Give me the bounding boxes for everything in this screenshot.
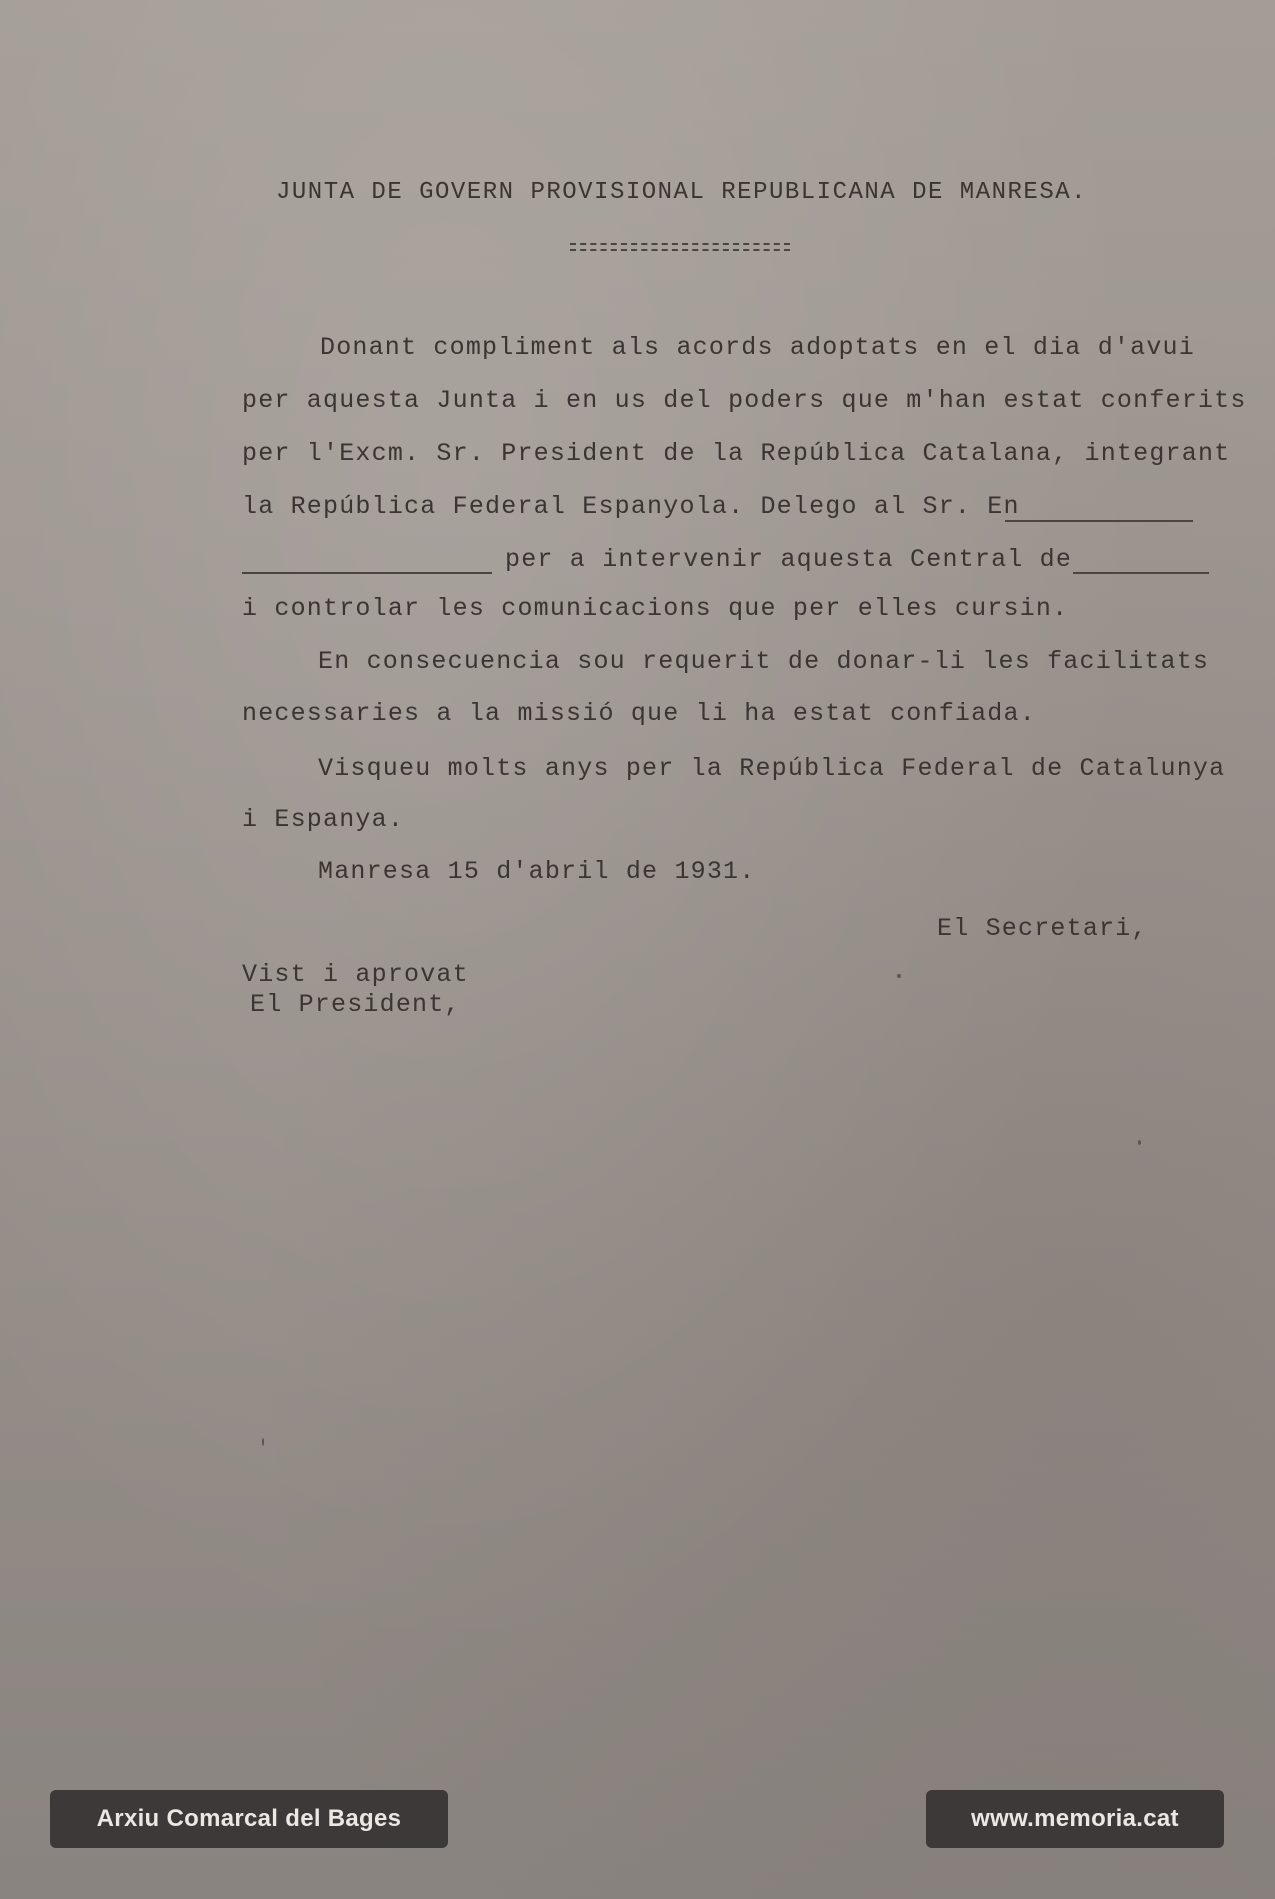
paragraph-1-line-5: per a intervenir aquesta Central de bbox=[505, 545, 1073, 574]
delegate-name-blank-continued bbox=[242, 572, 492, 574]
paragraph-1-line-1: Donant compliment als acords adoptats en el dia d'avui bbox=[320, 333, 1195, 362]
paper-speck bbox=[897, 974, 901, 978]
paragraph-1-line-2: per aquesta Junta i en us del poders que m'han estat conferits bbox=[242, 386, 1247, 415]
paragraph-3-line-2: i Espanya. bbox=[242, 805, 405, 834]
secretary-signature-label: El Secretari, bbox=[937, 914, 1148, 943]
approval-line-1: Vist i aprovat bbox=[242, 960, 469, 989]
central-name-blank bbox=[1073, 572, 1209, 574]
website-watermark: www.memoria.cat bbox=[926, 1790, 1224, 1848]
title-underline bbox=[570, 243, 790, 251]
paper-speck bbox=[1138, 1140, 1141, 1145]
paragraph-2-line-1: En consecuencia sou requerit de donar-li les facilitats bbox=[318, 647, 1210, 676]
paragraph-2-line-2: necessaries a la missió que li ha estat confiada. bbox=[242, 699, 1036, 728]
delegate-name-blank bbox=[1005, 520, 1193, 522]
paper-speck bbox=[262, 1438, 264, 1446]
archive-watermark: Arxiu Comarcal del Bages bbox=[50, 1790, 448, 1848]
paragraph-3-line-1: Visqueu molts anys per la República Federal de Catalunya bbox=[318, 754, 1226, 783]
paragraph-1-line-6: i controlar les comunicacions que per elles cursin. bbox=[242, 594, 1069, 623]
paragraph-1-line-3: per l'Excm. Sr. President de la República Catalana, integrant bbox=[242, 439, 1231, 468]
paragraph-1-line-4: la República Federal Espanyola. Delego al Sr. En bbox=[242, 492, 1020, 521]
date-line: Manresa 15 d'abril de 1931. bbox=[318, 857, 756, 886]
approval-line-2: El President, bbox=[250, 990, 461, 1019]
document-title: JUNTA DE GOVERN PROVISIONAL REPUBLICANA DE MANRESA. bbox=[276, 179, 1088, 206]
